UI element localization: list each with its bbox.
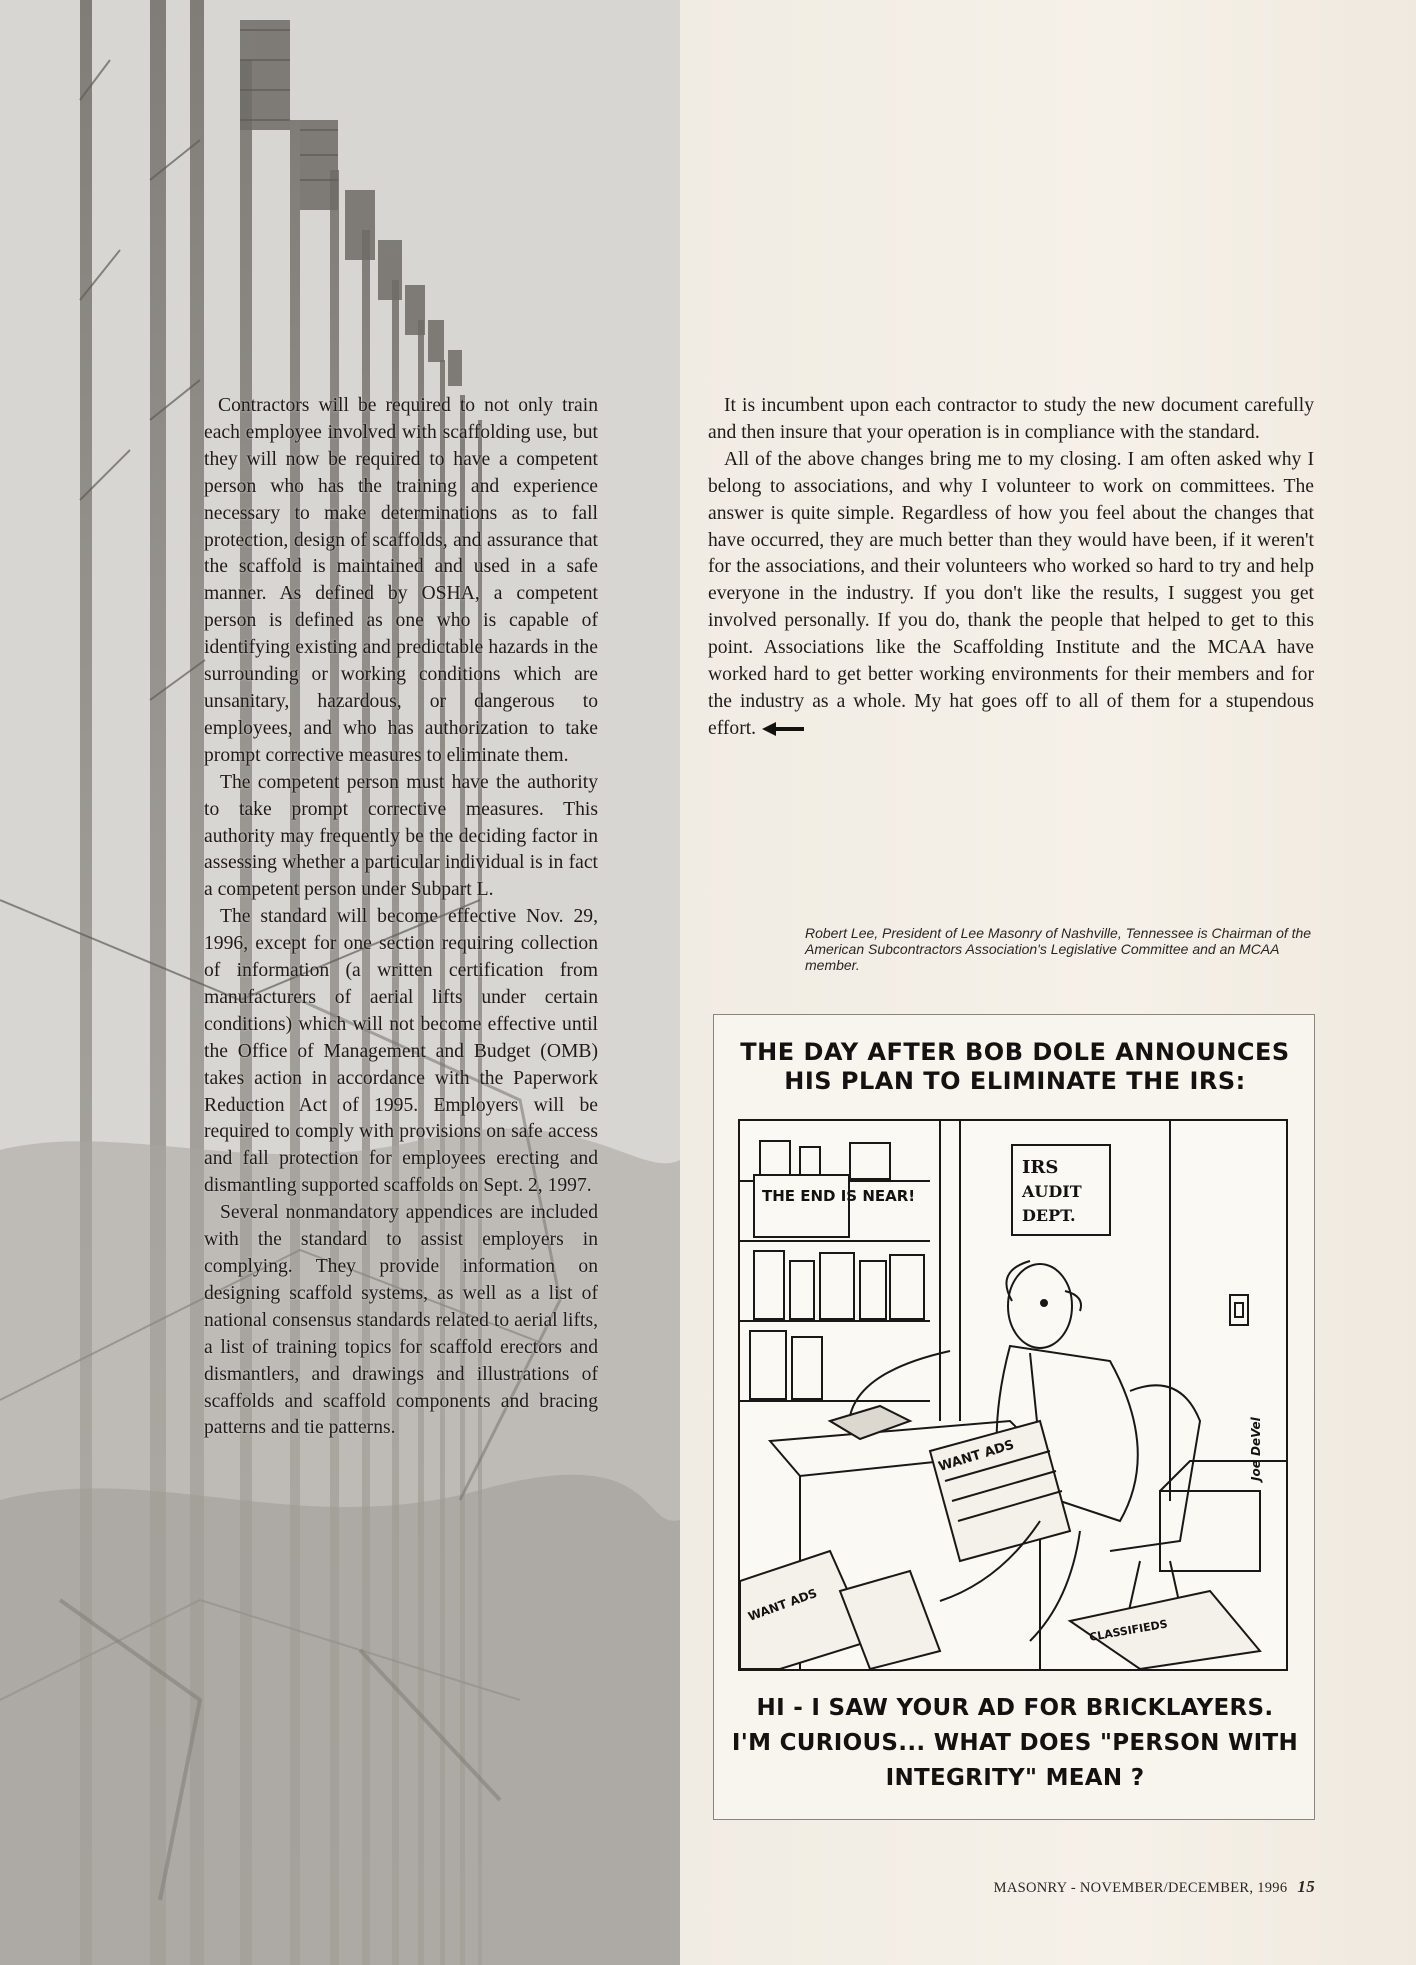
newspaper-want-ads: WANT ADS — [936, 1437, 1017, 1475]
author-credit: Robert Lee, President of Lee Masonry of Nashville, Tennessee is Chairman of the American Subcontractors Association's Legislative Committee and an MCAA member. — [805, 925, 1312, 973]
right-text-column — [708, 393, 1314, 743]
sign-irs-audit: AUDIT — [1022, 1182, 1082, 1201]
paragraph: Contractors will be required to not only train each employee involved with scaffolding use, but they will now be required to have a competent person who has the training and experience necessary to make determinations as to fall protection, design of scaffolds, and assurance that the scaffold is maintained and used in a safe manner. As defined by OSHA, a competent person is defined as one who is capable of identifying existing and predictable hazards in the surrounding or working conditions which are unsanitary, hazardous, or dangerous to employees, and who has authorization to take prompt corrective measures to eliminate them. — [204, 395, 598, 766]
quote-line: INTEGRITY" MEAN ? — [885, 1765, 1145, 1791]
paragraph: Several nonmandatory appendices are included with the standard to assist employers in complying. They provide information on designing scaffold systems, as well as a list of national consensus standards related to aerial lifts, a list of training topics for scaffold erectors and dismantlers, and drawings and illustrations of scaffolds and scaffold components and bracing patterns and tie patterns. — [204, 1202, 598, 1439]
left-text-column — [204, 393, 598, 1442]
publication-line: MASONRY - NOVEMBER/DECEMBER, 1996 — [993, 1880, 1288, 1896]
page-number: 15 — [1297, 1877, 1315, 1896]
quote-line: HI - I SAW YOUR AD FOR BRICKLAYERS. — [756, 1695, 1274, 1721]
floor-newspaper-want-ads: WANT ADS — [746, 1585, 819, 1624]
quote-line: I'M CURIOUS... WHAT DOES "PERSON WITH — [731, 1730, 1299, 1756]
paragraph: The competent person must have the authority to take prompt corrective measures. This authority may frequently be the deciding factor in assessing whether a particular individual is in fact a competent person under Subpart L. — [204, 771, 598, 901]
floor-newspaper-classifieds: CLASSIFIEDS — [1088, 1617, 1169, 1644]
caption-line: HIS PLAN TO ELIMINATE THE IRS: — [784, 1067, 1246, 1095]
sign-end-is-near: THE END IS NEAR! — [762, 1187, 916, 1205]
paragraph: The standard will become effective Nov. 29, 1996, except for one section requiring collection of information (a written certification from manufacturers of aerial lifts under certain conditions) which will not become effective until the Office of Management and Budget (OMB) takes action in accordance with the Paperwork Reduction Act of 1995. Employers will be required to comply with provisions on safe access and fall protection for employees erecting and dismantling supported scaffolds on Sept. 2, 1997. — [204, 906, 598, 1197]
cartoon-box — [713, 1014, 1315, 1820]
caption-line: THE DAY AFTER BOB DOLE ANNOUNCES — [740, 1038, 1290, 1066]
cartoon-illustration — [738, 1119, 1288, 1671]
page-footer — [905, 1877, 1315, 1897]
end-of-article-arrow-icon — [762, 722, 804, 736]
cartoon-caption — [734, 1038, 1296, 1096]
cartoon-quote — [726, 1691, 1304, 1796]
sign-irs: IRS — [1022, 1157, 1059, 1178]
paragraph — [708, 447, 1314, 743]
sign-irs-dept: DEPT. — [1022, 1206, 1076, 1225]
cartoonist-signature: Joe DeVel — [1249, 1417, 1263, 1481]
closing-paragraph-text: All of the above changes bring me to my closing. I am often asked why I belong to associations, and why I volunteer to work on committees. The answer is quite simple. Regardless of how you feel about the changes that have occurred, they are much better than they would have been, if it weren't for the associations, and their volunteers who worked so hard to try and help everyone in the industry. If you don't like the results, I suggest you get involved personally. If you do, thank the people that helped to get to this point. Associations like the Scaffolding Institute and the MCAA have worked hard to get better working environments for their members and for the industry as a whole. My hat goes off to all of them for a stupendous effort. — [708, 448, 1314, 739]
cartoon-drawing — [740, 1121, 1286, 1669]
paragraph: It is incumbent upon each contractor to study the new document carefully and then insure that your operation is in compliance with the standard. — [708, 395, 1314, 443]
